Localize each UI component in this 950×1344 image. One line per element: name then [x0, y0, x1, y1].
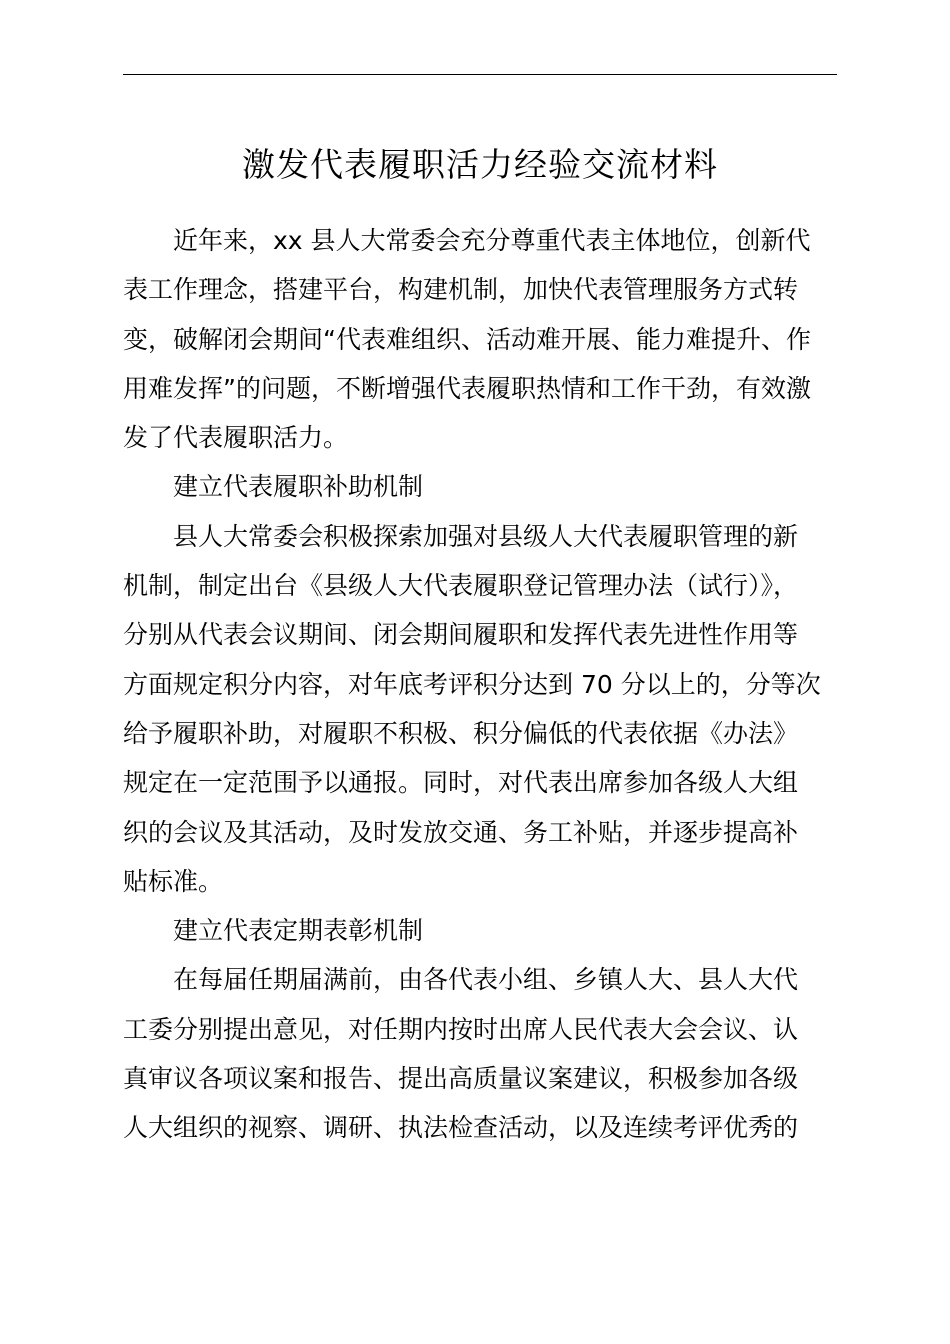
paragraph-line: 近年来，xx 县人大常委会充分尊重代表主体地位，创新代 [173, 226, 811, 255]
header-rule [123, 74, 837, 75]
paragraph-line: 规定在一定范围予以通报。同时，对代表出席参加各级人大组 [123, 768, 799, 798]
paragraph-line: 用难发挥”的问题，不断增强代表履职热情和工作干劲，有效激 [123, 373, 811, 403]
section-heading-commendation [123, 906, 845, 955]
paragraph-line: 发了代表履职活力。 [123, 423, 349, 453]
document-body [123, 216, 845, 1153]
paragraph-line: 变，破解闭会期间“代表难组织、活动难开展、能力难提升、作 [123, 324, 811, 354]
paragraph-line: 工委分别提出意见，对任期内按时出席人民代表大会会议、认 [123, 1014, 799, 1044]
paragraph-line: 贴标准。 [123, 866, 224, 896]
paragraph-commendation [123, 955, 845, 1152]
section-heading-subsidy [123, 462, 845, 511]
section-heading: 建立代表履职补助机制 [173, 472, 424, 502]
paragraph-line: 在每届任期届满前，由各代表小组、乡镇人大、县人大代 [173, 965, 799, 995]
paragraph-subsidy [123, 512, 845, 906]
document-title: 激发代表履职活力经验交流材料 [242, 145, 718, 184]
paragraph-line: 给予履职补助，对履职不积极、积分偏低的代表依据《办法》 [123, 718, 799, 748]
paragraph-line: 方面规定积分内容，对年底考评积分达到 70 分以上的，分等次 [123, 669, 821, 699]
section-heading: 建立代表定期表彰机制 [173, 916, 424, 946]
paragraph-line: 分别从代表会议期间、闭会期间履职和发挥代表先进性作用等 [123, 620, 799, 650]
paragraph-line: 县人大常委会积极探索加强对县级人大代表履职管理的新 [173, 521, 799, 551]
paragraph-line: 人大组织的视察、调研、执法检查活动，以及连续考评优秀的 [123, 1113, 799, 1143]
paragraph-line: 表工作理念，搭建平台，构建机制，加快代表管理服务方式转 [123, 275, 799, 305]
paragraph-intro [123, 216, 845, 462]
paragraph-line: 真审议各项议案和报告、提出高质量议案建议，积极参加各级 [123, 1064, 799, 1094]
paragraph-line: 织的会议及其活动，及时发放交通、务工补贴，并逐步提高补 [123, 817, 799, 847]
paragraph-line: 机制，制定出台《县级人大代表履职登记管理办法（试行）》， [123, 571, 799, 601]
